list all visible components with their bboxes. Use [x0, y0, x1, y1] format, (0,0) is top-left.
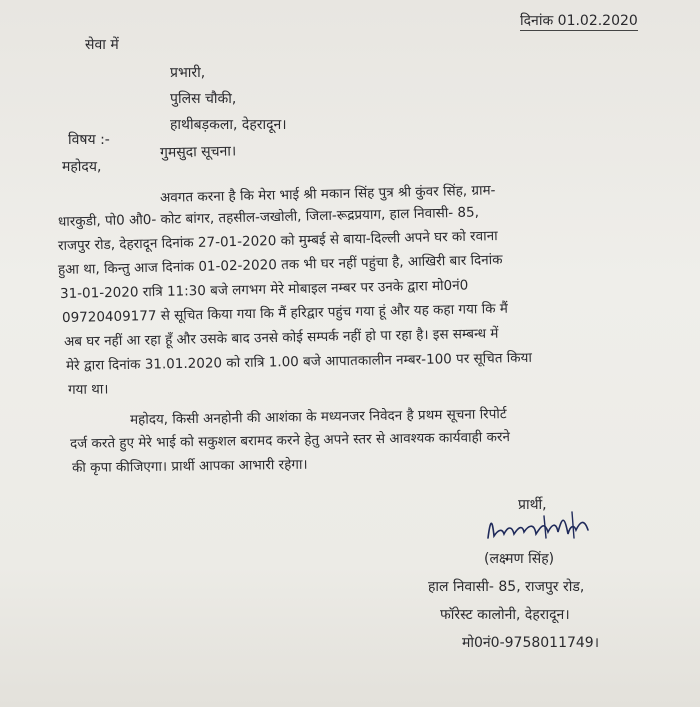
handwritten-signature [484, 508, 594, 548]
body-line: मेरे द्वारा दिनांक 31.01.2020 को रात्रि 1.00 बजे आपातकालीन नम्बर-100 पर सूचित किया [65, 349, 533, 374]
subject-text: गुमसुदा सूचना। [159, 143, 237, 161]
body-line: अब घर नहीं आ रहा हूँ और उसके बाद उनसे कोई सम्पर्क नहीं हो पा रहा है। इस सम्बन्ध में [63, 325, 499, 350]
addressee-line: पुलिस चौकी, [170, 91, 237, 107]
sender-address-line: फॉरेस्ट कालोनी, देहरादून। [440, 607, 570, 623]
sender-address-line: हाल निवासी- 85, राजपुर रोड, [428, 579, 585, 595]
body-line: 09720409177 से सूचित किया गया कि मैं हरिद्वार पहुंच गया हूं और यह कहा गया कि मैं [61, 300, 509, 326]
salutation: महोदय, [62, 159, 102, 175]
to-label: सेवा में [85, 37, 119, 53]
body-line: 31-01-2020 रात्रि 11:30 बजे लगभग मेरे मोबाइल नम्बर पर उनके द्वारा मो0नं0 [59, 277, 469, 302]
body-line: महोदय, किसी अनहोनी की आशंका के मध्यनजर निवेदन है प्रथम सूचना रिपोर्ट [129, 406, 507, 428]
addressee-line: प्रभारी, [170, 65, 206, 81]
sender-mobile: मो0नं0-9758011749। [462, 635, 600, 651]
body-line: अवगत करना है कि मेरा भाई श्री मकान सिंह पुत्र श्री कुंवर सिंह, ग्राम- [159, 182, 496, 206]
body-line: की कृपा कीजिएगा। प्रार्थी आपका आभारी रहेगा। [71, 456, 308, 476]
addressee-line: हाथीबड़कला, देहरादून। [170, 117, 287, 133]
letter-date: दिनांक 01.02.2020 [520, 13, 638, 29]
sender-name: (लक्ष्मण सिंह) [484, 551, 555, 567]
body-line: राजपुर रोड, देहरादून दिनांक 27-01-2020 को मुम्बई से बाया-दिल्ली अपने घर को रवाना [57, 228, 498, 254]
body-line: गया था। [67, 381, 109, 398]
subject-label: विषय :- [68, 132, 110, 148]
body-line: धारकुडी, पो0 औ0- कोट बांगर, तहसील-जखोली, जिला-रूद्रप्रयाग, हाल निवासी- 85, [57, 204, 480, 230]
body-line: दर्ज करते हुए मेरे भाई को सकुशल बरामद करने हेतु अपने स्तर से आवश्यक कार्यवाही करने [69, 429, 511, 452]
body-line: हुआ था, किन्तु आज दिनांक 01-02-2020 तक भी घर नहीं पहुंचा है, आखिरी बार दिनांक [57, 251, 503, 278]
closing: प्रार्थी, [518, 497, 547, 513]
